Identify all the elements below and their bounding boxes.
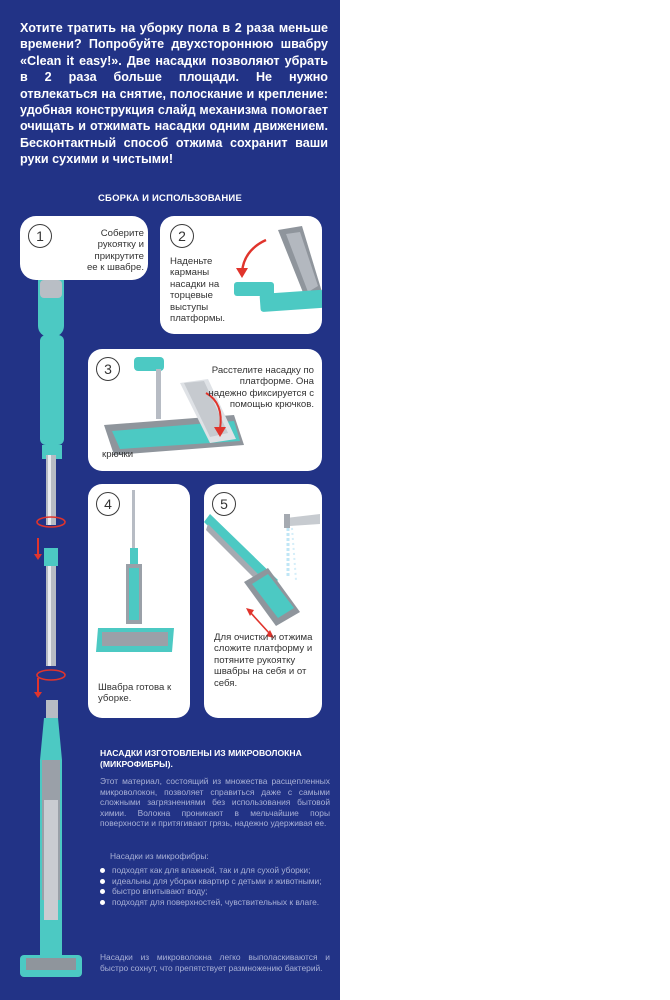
step-caption: Расстелите насадку по платформе. Она надежно фиксируется с помощью крючков.: [208, 365, 314, 411]
step-number: 3: [96, 357, 120, 381]
step-5-card: [204, 484, 322, 718]
list-item: подходят для поверхностей, чувствительных к влаге.: [96, 897, 332, 908]
list-item: подходят как для влажной, так и для сухой уборки;: [96, 865, 332, 876]
step-2-card: [160, 216, 322, 334]
step-caption: Для очистки и отжима сложите платформу и потяните рукоятку швабры на себя и от себя.: [214, 632, 313, 689]
closing-text: Насадки из микроволокна легко выполаскиваются и быстро сохнут, что препятствует размножению бактерий.: [100, 952, 330, 973]
info-title: НАСАДКИ ИЗГОТОВЛЕНЫ ИЗ МИКРОВОЛОКНА (МИКРОФИБРЫ).: [100, 748, 302, 769]
step-4-card: [88, 484, 190, 718]
step-number: 5: [212, 492, 236, 516]
feature-list: [96, 865, 332, 907]
step-caption: Наденьте карманы насадки на торцевые выступы платформы.: [170, 256, 226, 325]
step-caption: Соберите рукоятку и прикрутите ее к швабре.: [86, 228, 144, 274]
step-3-card: [88, 349, 322, 471]
assembled-mop-illustration: [0, 200, 100, 1000]
mop-pad-illustration: [230, 222, 322, 322]
list-item: идеальны для уборки квартир с детьми и животными;: [96, 876, 332, 887]
wringing-illustration: [204, 484, 322, 654]
step-number: 2: [170, 224, 194, 248]
list-item: быстро впитывают воду;: [96, 886, 332, 897]
hook-label: крючки: [102, 449, 134, 460]
info-paragraph: Этот материал, состоящий из множества расщепленных микроволокон, позволяет справиться даже с самыми сложными загрязнениями без использования бытовой химии. Волокна проникают в мельчайшие поры поверхности и притягивают грязь, надежно удерживая ее.: [100, 776, 330, 829]
step-1-card: [20, 216, 148, 280]
ready-mop-illustration: [88, 484, 188, 664]
step-number: 4: [96, 492, 120, 516]
assembly-title: СБОРКА И ИСПОЛЬЗОВАНИЕ: [98, 193, 242, 204]
list-heading: Насадки из микрофибры:: [110, 851, 209, 861]
step-caption: Швабра готова к уборке.: [98, 682, 172, 705]
intro-text: Хотите тратить на уборку пола в 2 раза меньше времени? Попробуйте двухстороннюю швабру «Clean it easy!». Две насадки позволяют убрать в 2 раза больше площади. Не нужно отвлекаться на снятие, полоскание и крепление: удобная конструкция слайд механизма помогает очищать и отжимать насадки одним движением. Бесконтактный способ отжима сохранит ваши руки сухими и чистыми!: [20, 21, 328, 167]
step-number: 1: [28, 224, 52, 248]
